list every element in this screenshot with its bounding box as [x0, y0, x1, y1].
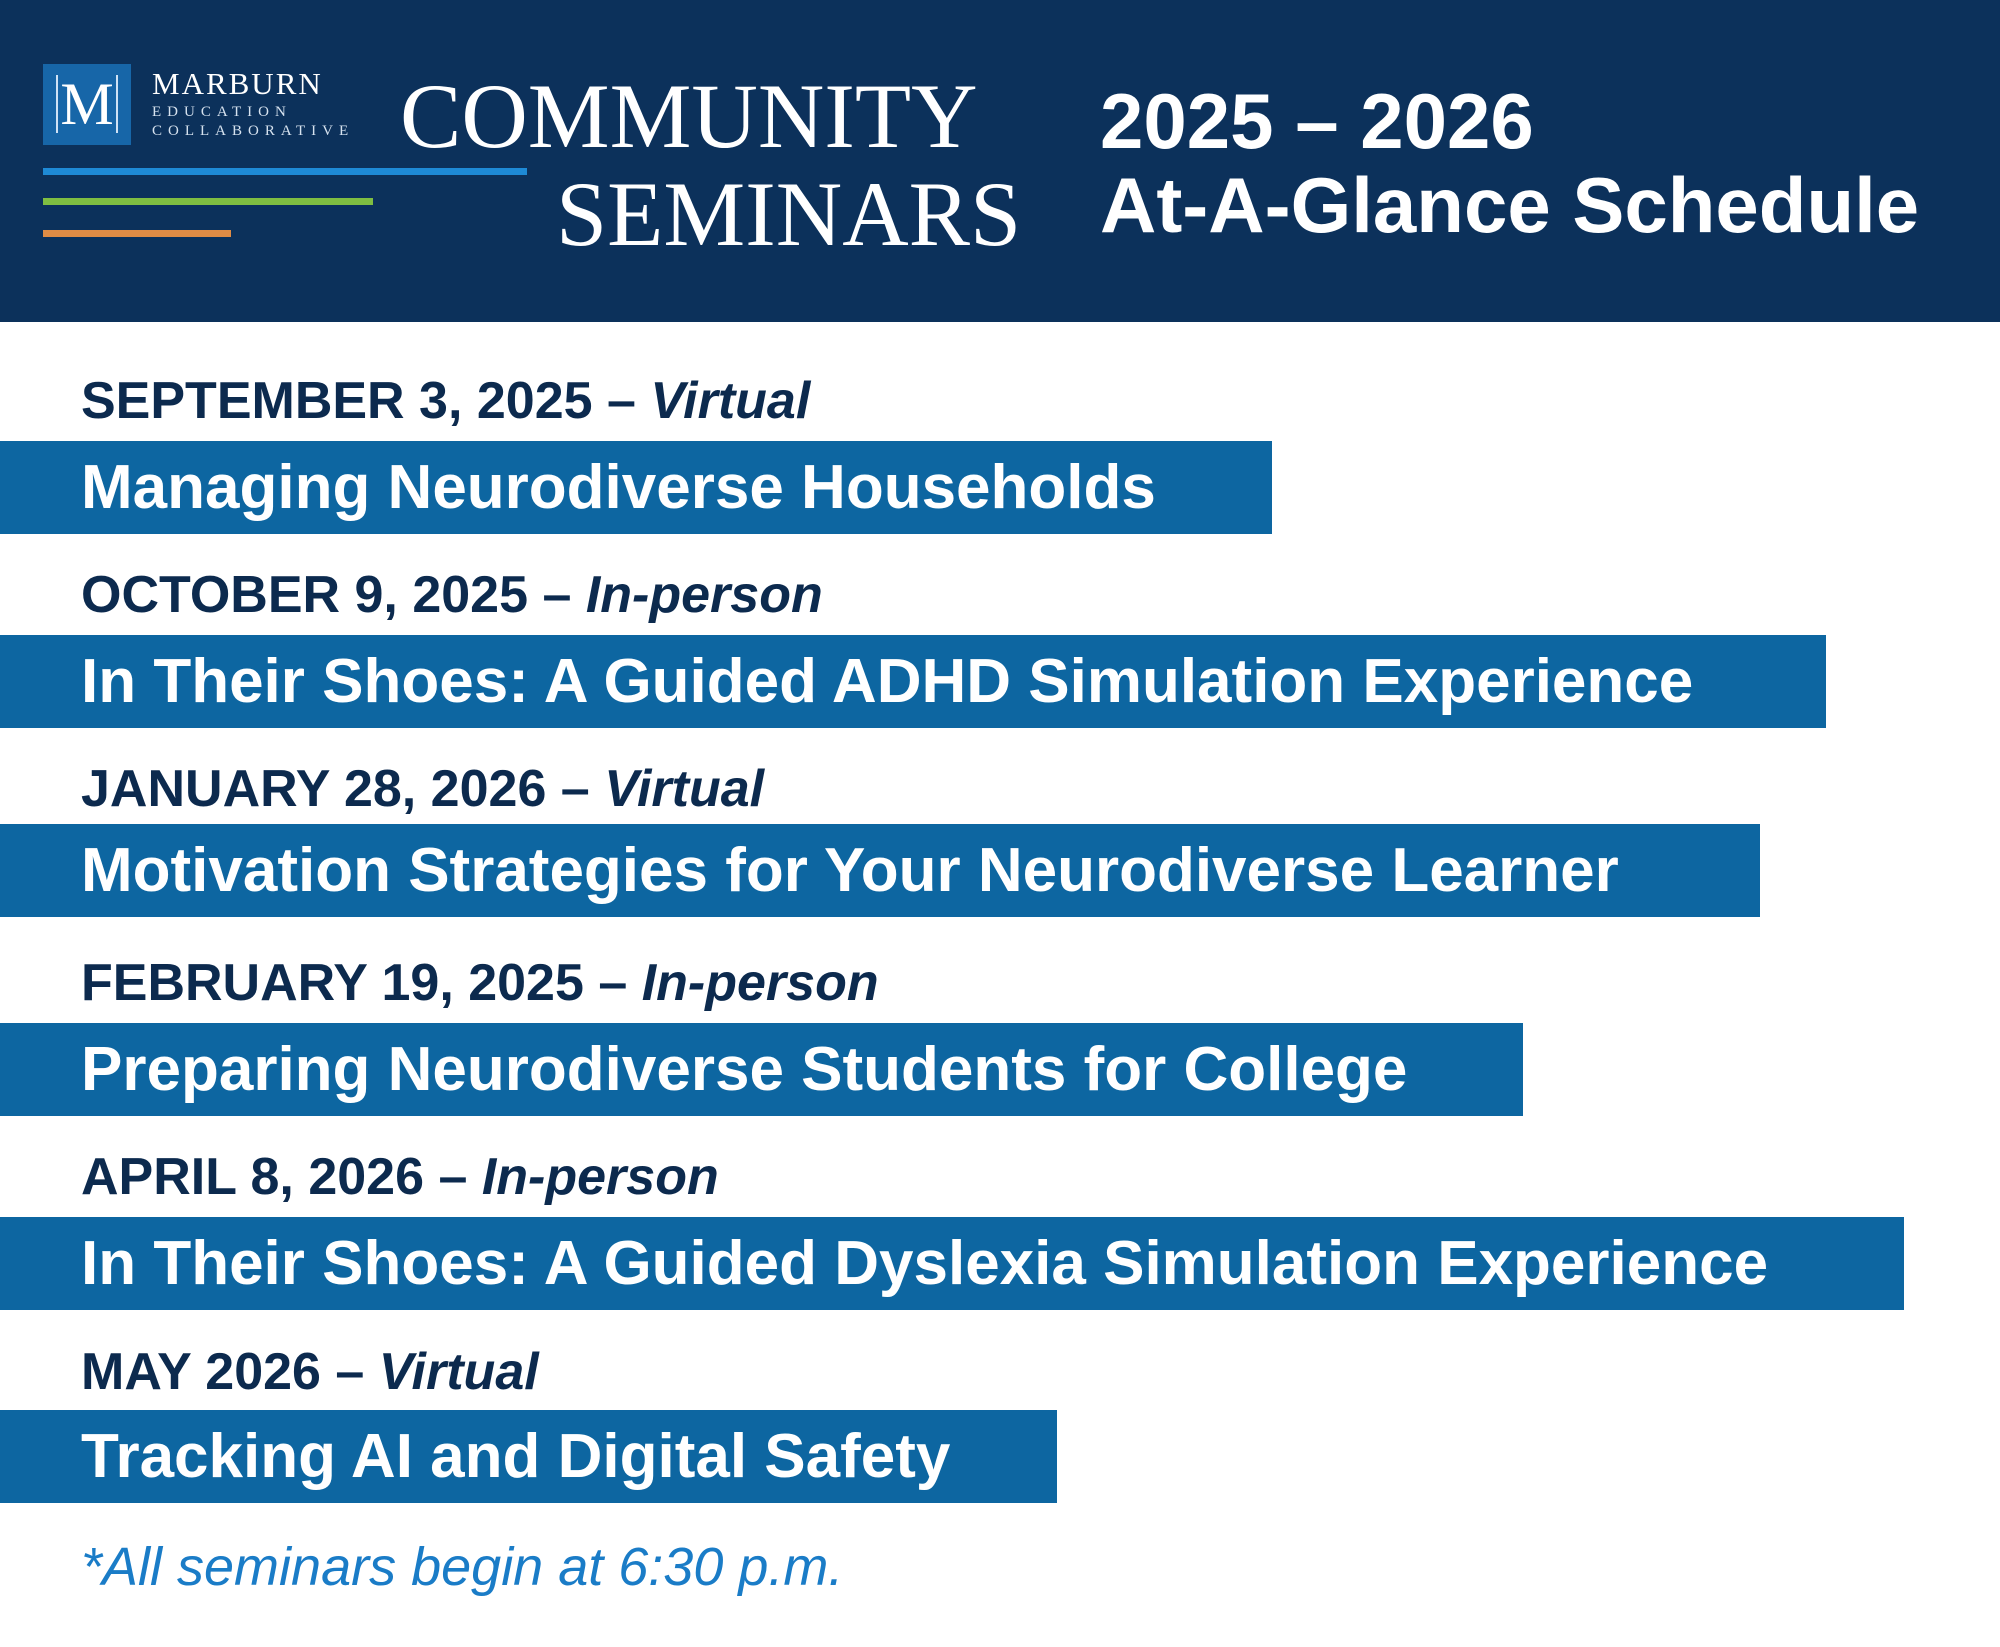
event-mode: Virtual: [650, 372, 811, 430]
schedule-title: At-A-Glance Schedule: [1100, 161, 1920, 249]
event-title-bar: [0, 1217, 1904, 1310]
event-title-bar: [0, 1410, 1057, 1503]
event-mode: In-person: [641, 954, 879, 1012]
event-title-bar: [0, 1023, 1523, 1116]
event-title: Motivation Strategies for Your Neurodiverse Learner: [81, 836, 1619, 905]
event-title-bar: [0, 824, 1760, 917]
event-title: Tracking AI and Digital Safety: [81, 1422, 951, 1491]
event-title: In Their Shoes: A Guided Dyslexia Simulation Experience: [81, 1229, 1769, 1298]
footnote: *All seminars begin at 6:30 p.m.: [81, 1537, 844, 1597]
event-mode: Virtual: [378, 1343, 539, 1401]
org-subtitle-line-2: COLLABORATIVE: [152, 123, 355, 139]
brand-title-line-2: SEMINARS: [556, 163, 1022, 265]
event-title: In Their Shoes: A Guided ADHD Simulation Experience: [81, 647, 1694, 716]
decorative-bar-orange: [43, 230, 231, 237]
event-mode: Virtual: [604, 760, 765, 818]
event-date: [81, 372, 811, 430]
event-date-text: APRIL 8, 2026 –: [81, 1148, 468, 1206]
event-mode: In-person: [481, 1148, 719, 1206]
decorative-bar-green: [43, 198, 373, 205]
header-banner: [0, 0, 2000, 322]
event-date-text: FEBRUARY 19, 2025 –: [81, 954, 628, 1012]
org-name: MARBURN: [152, 66, 323, 101]
schedule-years: 2025 – 2026: [1100, 77, 1534, 165]
event-title: Preparing Neurodiverse Students for College: [81, 1035, 1408, 1104]
event-date-text: JANUARY 28, 2026 –: [81, 760, 590, 818]
event-date-text: OCTOBER 9, 2025 –: [81, 566, 572, 624]
event-title-bar: [0, 635, 1826, 728]
event-date: [81, 566, 823, 624]
marburn-logo-icon: [43, 64, 131, 145]
event-date: [81, 760, 765, 818]
org-subtitle: [152, 103, 354, 141]
event-mode: In-person: [585, 566, 823, 624]
brand-title-line-1: COMMUNITY: [400, 65, 978, 167]
event-date-text: MAY 2026 –: [81, 1343, 365, 1401]
event-title-bar: [0, 441, 1272, 534]
org-subtitle-line-1: EDUCATION: [152, 104, 292, 120]
event-date: [81, 954, 879, 1012]
logo-initial: M: [56, 75, 117, 133]
event-date-text: SEPTEMBER 3, 2025 –: [81, 372, 636, 430]
event-title: Managing Neurodiverse Households: [81, 453, 1156, 522]
event-date: [81, 1148, 719, 1206]
decorative-bar-blue: [43, 168, 527, 175]
event-date: [81, 1343, 539, 1401]
